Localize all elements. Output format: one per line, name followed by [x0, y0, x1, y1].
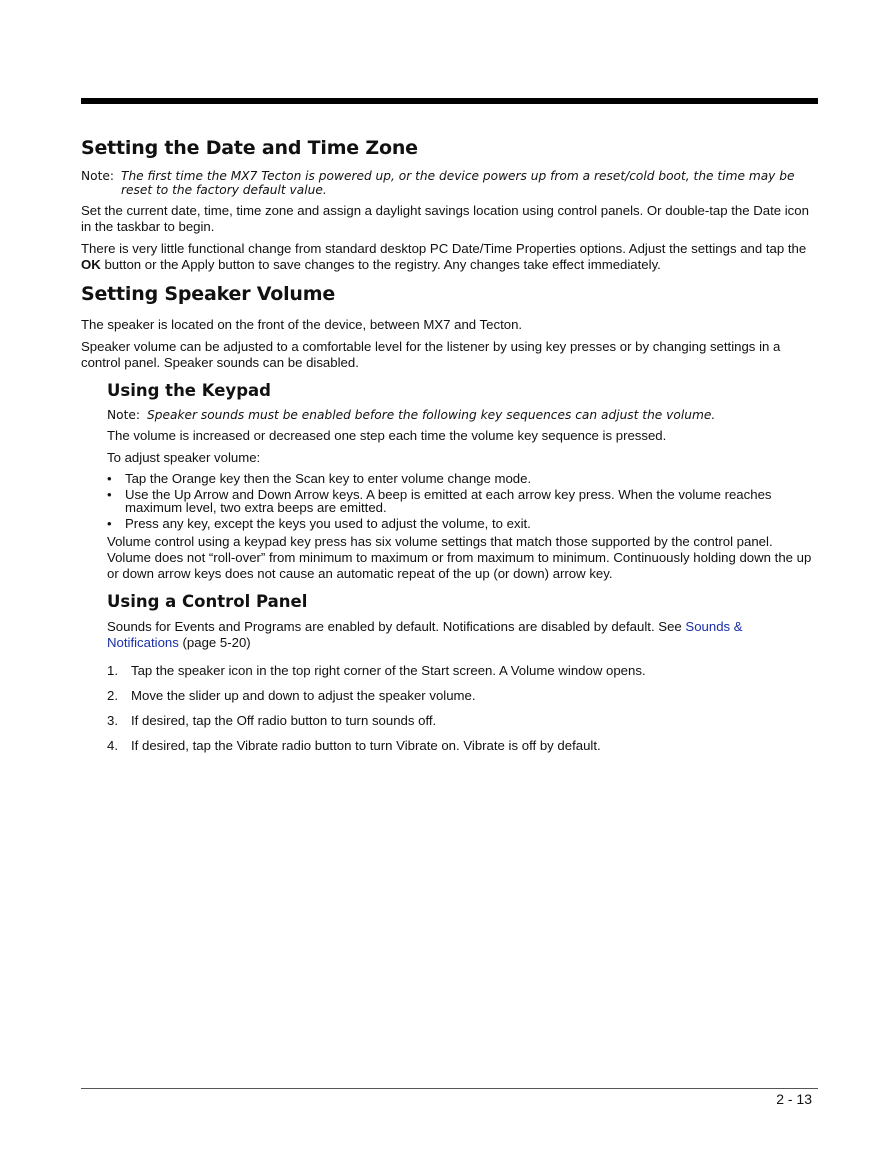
step-number: 2.	[107, 688, 118, 703]
note-text: Speaker sounds must be enabled before the following key sequences can adjust the volume.	[147, 408, 716, 422]
text-run: (page 5-20)	[178, 635, 251, 650]
list-item	[107, 472, 814, 486]
step-text: If desired, tap the Off radio button to turn sounds off.	[131, 713, 437, 728]
step-text: If desired, tap the Vibrate radio button to turn Vibrate on. Vibrate is off by default.	[131, 738, 601, 753]
paragraph-date-properties	[81, 241, 814, 273]
bullet-glyph: •	[107, 471, 112, 486]
page-number: 2 - 13	[776, 1091, 812, 1107]
note-speaker-enabled	[107, 408, 814, 422]
paragraph-set-date: Set the current date, time, time zone and assign a daylight savings location using control panels. Or double-tap the Date icon in the taskbar to begin.	[81, 203, 809, 234]
page-content	[81, 137, 814, 763]
note-label: Note:	[81, 169, 114, 183]
bullet-glyph: •	[107, 486, 112, 502]
list-item-text: Tap the Orange key then the Scan key to enter volume change mode.	[125, 471, 532, 486]
bullet-list-keypad	[107, 472, 814, 530]
paragraph-to-adjust: To adjust speaker volume:	[107, 450, 261, 465]
note-date-reset	[81, 169, 814, 197]
step-text: Move the slider up and down to adjust the speaker volume.	[131, 688, 476, 703]
list-item	[107, 738, 814, 754]
heading-using-keypad: Using the Keypad	[107, 381, 271, 400]
note-text: The first time the MX7 Tecton is powered up, or the device powers up from a reset/cold boot, the time may be reset to the factory default value.	[121, 169, 795, 197]
footer-rule	[81, 1088, 818, 1089]
text-run: button or the Apply button to save changes to the registry. Any changes take effect immediately.	[100, 257, 661, 272]
paragraph-volume-step: The volume is increased or decreased one step each time the volume key sequence is pressed.	[107, 428, 667, 443]
paragraph-speaker-location: The speaker is located on the front of the device, between MX7 and Tecton.	[81, 317, 523, 332]
list-item	[107, 488, 814, 515]
list-item	[107, 688, 814, 704]
paragraph-volume-control: Volume control using a keypad key press has six volume settings that match those supported by the control panel. Volume does not “roll-over” from minimum to maximum or from maximum to minimum. Continuously holding down the up or down arrow keys does not cause an automatic repeat of the up (or down) arrow key.	[107, 534, 812, 581]
text-run: There is very little functional change from standard desktop PC Date/Time Properties options. Adjust the settings and tap the	[81, 241, 807, 256]
header-rule	[81, 98, 818, 104]
step-text: Tap the speaker icon in the top right corner of the Start screen. A Volume window opens.	[131, 663, 646, 678]
step-number: 3.	[107, 713, 118, 728]
paragraph-speaker-adjust: Speaker volume can be adjusted to a comfortable level for the listener by using key presses or by changing settings in a control panel. Speaker sounds can be disabled.	[81, 339, 781, 370]
list-item	[107, 517, 814, 531]
list-item	[107, 663, 814, 679]
paragraph-sounds-events	[107, 619, 814, 651]
steps-list-control-panel	[107, 663, 814, 754]
list-item	[107, 713, 814, 729]
bullet-glyph: •	[107, 515, 112, 531]
sounds-notifications-link[interactable]: Sounds & Notifications	[107, 619, 743, 650]
ok-bold-text: OK	[81, 257, 101, 272]
step-number: 4.	[107, 738, 118, 753]
step-number: 1.	[107, 663, 118, 678]
heading-date-time-zone: Setting the Date and Time Zone	[81, 137, 418, 159]
heading-using-control-panel: Using a Control Panel	[107, 592, 308, 611]
text-run: Sounds for Events and Programs are enabled by default. Notifications are disabled by default. See	[107, 619, 686, 634]
list-item-text: Use the Up Arrow and Down Arrow keys. A beep is emitted at each arrow key press. When the volume reaches maximum level, two extra beeps are emitted.	[125, 486, 772, 515]
heading-speaker-volume: Setting Speaker Volume	[81, 283, 336, 305]
note-label: Note:	[107, 408, 140, 422]
list-item-text: Press any key, except the keys you used to adjust the volume, to exit.	[125, 515, 531, 531]
